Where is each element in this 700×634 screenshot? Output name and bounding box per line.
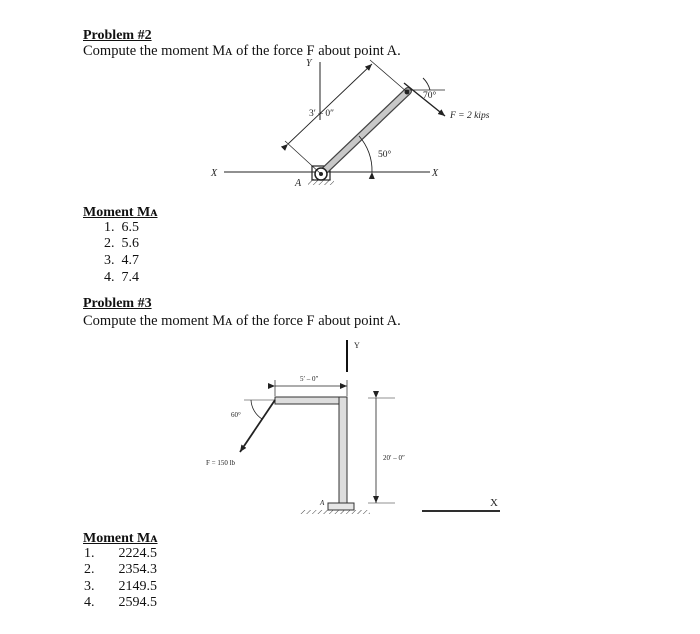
p2-angle-force: 70° [423,91,437,101]
problem-2-title: Problem #2 [83,28,152,43]
list-item: 3. 4.7 [104,253,139,268]
p2-force-label: F = 2 kips [450,111,490,121]
list-item: 2. 2354.3 [84,562,157,577]
p3-y-label: Y [354,341,360,350]
p2-angle-bar: 50° [378,150,392,160]
list-item: 4. 2594.5 [84,595,157,610]
problem-3-answers-title: Moment Mᴀ [83,531,158,546]
p3-support [328,503,354,510]
list-item: 3. 2149.5 [84,579,157,594]
p3-force-arrow [240,400,275,452]
problem-2-question: Compute the moment Mᴀ of the force F about point A. [83,43,401,59]
p3-width-label: 5′ – 0″ [300,375,319,383]
p3-angle: 60° [231,411,241,419]
list-item: 4. 7.4 [104,270,139,285]
problem-2-answers-title: Moment Mᴀ [83,205,158,220]
p3-force-label: F = 150 lb [206,459,236,467]
problem-3-title: Problem #3 [83,296,152,311]
p2-y-label: Y [306,58,312,69]
p3-a-label: A [320,499,325,507]
p2-x-left-label: X [211,168,218,179]
problem-3-question: Compute the moment Mᴀ of the force F about point A. [83,313,401,329]
list-item: 2. 5.6 [104,236,139,251]
p3-ground-hatch [300,510,370,514]
p2-length-label: 3′ – 0″ [309,109,335,119]
p2-a-label: A [295,178,302,189]
p2-x-right-label: X [432,168,439,179]
list-item: 1. 2224.5 [84,546,157,561]
p3-x-label: X [490,497,498,509]
p3-height-label: 20′ – 0″ [383,454,405,462]
list-item: 1. 6.5 [104,220,139,235]
p3-frame [275,397,347,503]
